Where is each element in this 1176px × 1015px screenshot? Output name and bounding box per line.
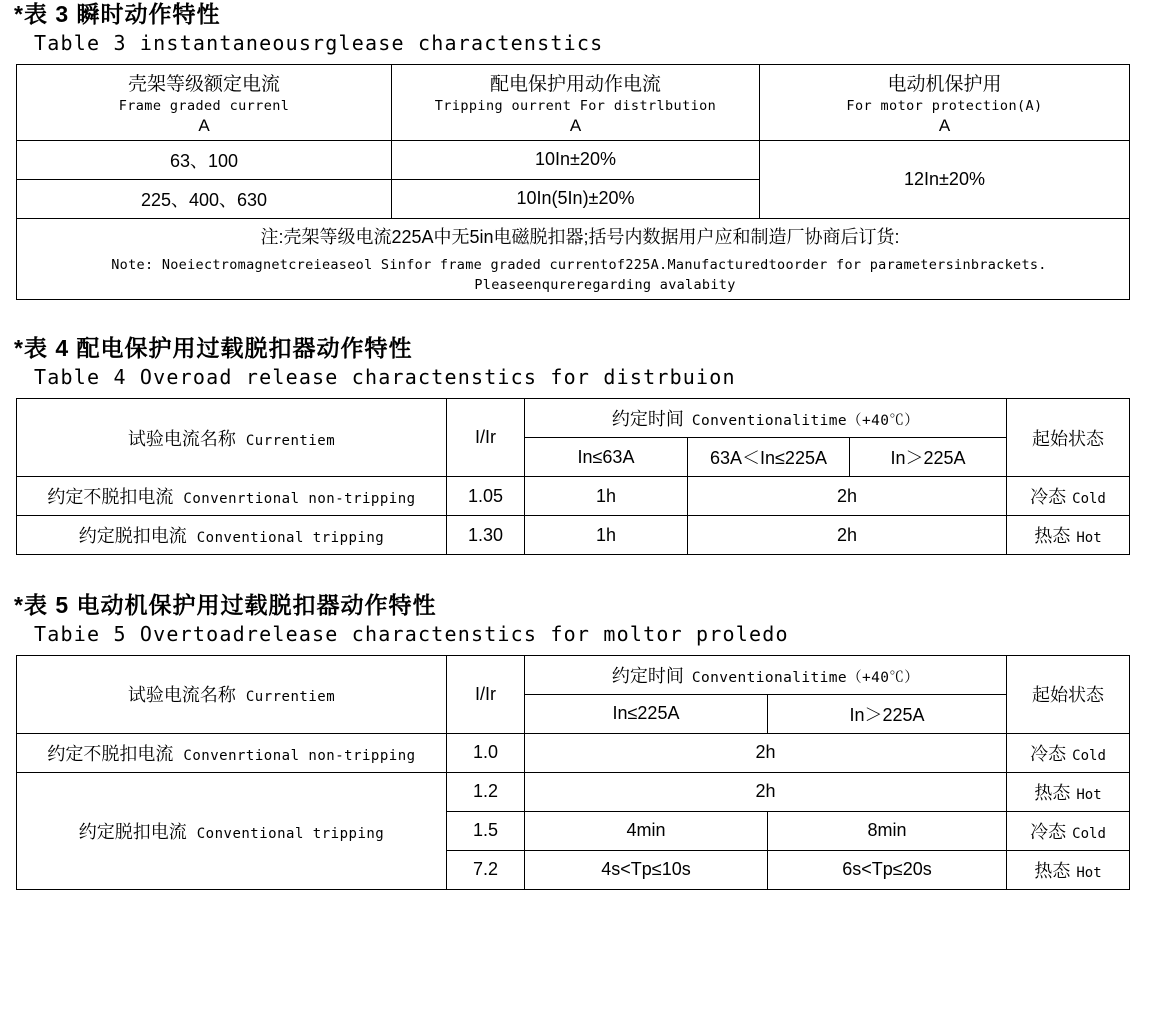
table5-row1-state xyxy=(1007,733,1130,772)
row-cn: 约定脱扣电流 xyxy=(78,526,187,546)
table4-header-ratio: I/Ir xyxy=(447,399,525,477)
state-en: Cold xyxy=(1072,825,1106,842)
state-en: Cold xyxy=(1072,747,1106,764)
table4-subheader-1: In≤63A xyxy=(525,438,688,477)
header-cn: 约定时间 xyxy=(611,665,684,686)
table-3 xyxy=(16,64,1130,301)
table5-row1-name xyxy=(17,733,447,772)
table5-group-row2-state xyxy=(1007,811,1130,850)
table5-group-row1-time: 2h xyxy=(525,772,1007,811)
table4-title-cn: *表 4 配电保护用过载脱扣器动作特性 xyxy=(14,335,413,362)
note-en xyxy=(35,255,1123,296)
table-5 xyxy=(16,655,1130,890)
header-cn: 试验电流名称 xyxy=(127,685,236,706)
table3-frame-row2: 225、400、630 xyxy=(17,179,392,218)
table-row xyxy=(17,516,1130,555)
table4-row1-ratio: 1.05 xyxy=(447,477,525,516)
table5-group-row2-t2: 8min xyxy=(768,811,1007,850)
table-4 xyxy=(16,398,1130,555)
table4-row2-ratio: 1.30 xyxy=(447,516,525,555)
state-en: Hot xyxy=(1076,786,1102,803)
table4-row2-state xyxy=(1007,516,1130,555)
note-cn: 注:壳架等级电流225A中无5in电磁脱扣器;括号内数据用户应和制造厂协商后订货: xyxy=(260,226,900,247)
table5-title-en: Tabie 5 Overtoadrelease charactenstics for moltor proledo xyxy=(34,621,789,646)
table4-subheader-2: 63A＜In≤225A xyxy=(688,438,850,477)
header-unit: A xyxy=(938,115,951,135)
table5-group-row3-t1: 4s<Tp≤10s xyxy=(525,850,768,889)
table-row xyxy=(17,399,1130,438)
state-cn: 冷态 xyxy=(1030,743,1067,764)
table4-row1-state xyxy=(1007,477,1130,516)
table5-group-row3-state xyxy=(1007,850,1130,889)
header-en: Currentiem xyxy=(245,432,336,449)
table5-row1-time: 2h xyxy=(525,733,1007,772)
row-en: Convenrtional non-tripping xyxy=(183,747,416,764)
table5-group-row2-ratio: 1.5 xyxy=(447,811,525,850)
state-en: Hot xyxy=(1076,864,1102,881)
table3-distribution-row1: 10In±20% xyxy=(392,140,760,179)
header-en: Tripping ourrent For distrlbution xyxy=(434,97,717,114)
table-row xyxy=(17,772,1130,811)
table4-row1-t1: 1h xyxy=(525,477,688,516)
table5-subheader-1: In≤225A xyxy=(525,694,768,733)
table4-row2-name xyxy=(17,516,447,555)
header-en: Conventionalitime（+40℃） xyxy=(691,413,920,429)
table-row xyxy=(17,655,1130,694)
table5-header-state: 起始状态 xyxy=(1007,655,1130,733)
header-cn: 约定时间 xyxy=(611,409,684,429)
table-row xyxy=(17,477,1130,516)
row-cn: 约定脱扣电流 xyxy=(78,821,187,842)
row-en: Conventional tripping xyxy=(196,825,385,842)
state-cn: 热态 xyxy=(1034,782,1071,803)
header-en: Conventionalitime（+40℃） xyxy=(691,669,920,686)
table-row xyxy=(17,140,1130,179)
table3-title-en: Table 3 instantaneousrglease charactenstics xyxy=(34,30,604,55)
note-en-line2: Pleaseenqureregarding avalabity xyxy=(474,277,736,293)
header-en: For motor protection(A) xyxy=(846,97,1043,114)
header-en: Currentiem xyxy=(245,689,336,706)
table4-subheader-3: In＞225A xyxy=(850,438,1007,477)
table5-row1-ratio: 1.0 xyxy=(447,733,525,772)
table5-header-ratio: I/Ir xyxy=(447,655,525,733)
table5-group-row1-ratio: 1.2 xyxy=(447,772,525,811)
spacer xyxy=(0,555,1176,591)
header-cn: 配电保护用动作电流 xyxy=(489,73,661,95)
table5-title-cn: *表 5 电动机保护用过载脱扣器动作特性 xyxy=(14,592,437,618)
section-table-3 xyxy=(0,0,1176,300)
section-table-5 xyxy=(0,591,1176,890)
table4-title-en: Table 4 Overoad release charactenstics for distrbuion xyxy=(34,365,736,389)
header-cn: 壳架等级额定电流 xyxy=(127,73,280,95)
table4-row1-t2: 2h xyxy=(688,477,1007,516)
table4-header-state: 起始状态 xyxy=(1007,399,1130,477)
header-cn: 试验电流名称 xyxy=(127,428,236,449)
table5-group-row3-t2: 6s<Tp≤20s xyxy=(768,850,1007,889)
table3-title-cn: *表 3 瞬时动作特性 xyxy=(14,1,221,27)
row-cn: 约定不脱扣电流 xyxy=(47,487,174,507)
table3-note xyxy=(17,218,1130,300)
spacer xyxy=(0,300,1176,334)
table-row xyxy=(17,733,1130,772)
table3-frame-row1: 63、100 xyxy=(17,140,392,179)
table5-group-row1-state xyxy=(1007,772,1130,811)
table5-group-name xyxy=(17,772,447,889)
table5-group-row2-t1: 4min xyxy=(525,811,768,850)
table4-row2-t1: 1h xyxy=(525,516,688,555)
note-en-line1: Note: Noeiectromagnetcreieaseol Sinfor frame graded currentof225A.Manufacturedtoorder for parametersinbrackets. xyxy=(111,256,1047,273)
table5-group-row3-ratio: 7.2 xyxy=(447,850,525,889)
header-en: Frame graded currenl xyxy=(118,97,290,114)
section-table-4 xyxy=(0,334,1176,555)
state-cn: 冷态 xyxy=(1030,821,1067,842)
header-cn: 电动机保护用 xyxy=(887,73,1002,95)
table5-header-conventional xyxy=(525,655,1007,694)
table-row xyxy=(17,64,1130,140)
table3-motor-value: 12In±20% xyxy=(760,140,1130,218)
row-en: Conventional tripping xyxy=(196,530,385,546)
table3-distribution-row2: 10In(5In)±20% xyxy=(392,179,760,218)
table4-row2-t2: 2h xyxy=(688,516,1007,555)
state-en: Cold xyxy=(1072,491,1106,507)
table5-header-name xyxy=(17,655,447,733)
table3-header-frame xyxy=(17,64,392,140)
state-en: Hot xyxy=(1076,530,1102,546)
row-cn: 约定不脱扣电流 xyxy=(47,743,174,764)
state-cn: 热态 xyxy=(1034,860,1071,881)
table4-header-conventional xyxy=(525,399,1007,438)
table-row xyxy=(17,218,1130,300)
table5-subheader-2: In＞225A xyxy=(768,694,1007,733)
state-cn: 冷态 xyxy=(1030,487,1067,507)
table4-row1-name xyxy=(17,477,447,516)
table4-header-name xyxy=(17,399,447,477)
table3-header-distribution xyxy=(392,64,760,140)
table3-header-motor xyxy=(760,64,1130,140)
state-cn: 热态 xyxy=(1034,526,1071,546)
row-en: Convenrtional non-tripping xyxy=(183,491,416,507)
header-unit: A xyxy=(569,115,582,135)
header-unit: A xyxy=(198,115,210,135)
